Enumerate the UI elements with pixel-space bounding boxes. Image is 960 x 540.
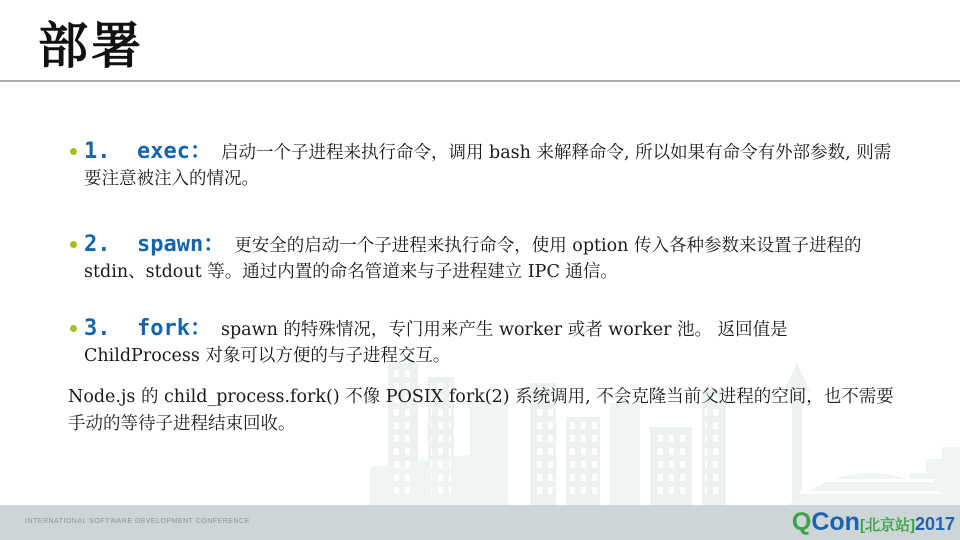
qcon-logo-city: [北京站] bbox=[859, 517, 915, 534]
bullet-keyword: 1. exec： bbox=[84, 139, 212, 164]
qcon-logo-con: Con bbox=[811, 508, 860, 536]
bullet-text: 更安全的启动一个子进程来执行命令，使用 option 传入各种参数来设置子进程的 stdin、stdout 等。通过内置的命名管道来与子进程建立 IPC 通信。 bbox=[84, 236, 862, 282]
title-divider bbox=[0, 80, 960, 82]
bullet-dot-icon bbox=[70, 148, 77, 155]
bullet-text: 启动一个子进程来执行命令，调用 bash 来解释命令, 所以如果有命令有外部参数, 则需要注意被注入的情况。 bbox=[84, 143, 892, 189]
qcon-logo-q: Q bbox=[791, 508, 812, 536]
bullet-dot-icon bbox=[70, 241, 77, 248]
note-paragraph: Node.js 的 child_process.fork() 不像 POSIX fork(2) 系统调用, 不会克隆当前父进程的空间，也不需要手动的等待子进程结束回收。 bbox=[68, 387, 894, 434]
qcon-logo-year: 2017 bbox=[914, 514, 955, 534]
bullet-dot-icon bbox=[70, 325, 77, 332]
bullet-keyword: 3. fork： bbox=[84, 316, 212, 341]
bullet-item-fork bbox=[68, 315, 900, 369]
page-title: 部署 bbox=[38, 18, 144, 74]
footer-bar bbox=[0, 505, 960, 540]
qcon-logo bbox=[792, 508, 955, 537]
bullet-item-exec bbox=[68, 138, 900, 192]
bullet-keyword: 2. spawn： bbox=[84, 232, 226, 257]
bullet-item-spawn bbox=[68, 231, 900, 285]
bullet-text: spawn 的特殊情况，专门用来产生 worker 或者 worker 池。 返回值是 ChildProcess 对象可以方便的与子进程交互。 bbox=[84, 320, 788, 366]
conference-tagline: INTERNATIONAL SOFTWARE DEVELOPMENT CONFERENCE bbox=[25, 518, 250, 525]
